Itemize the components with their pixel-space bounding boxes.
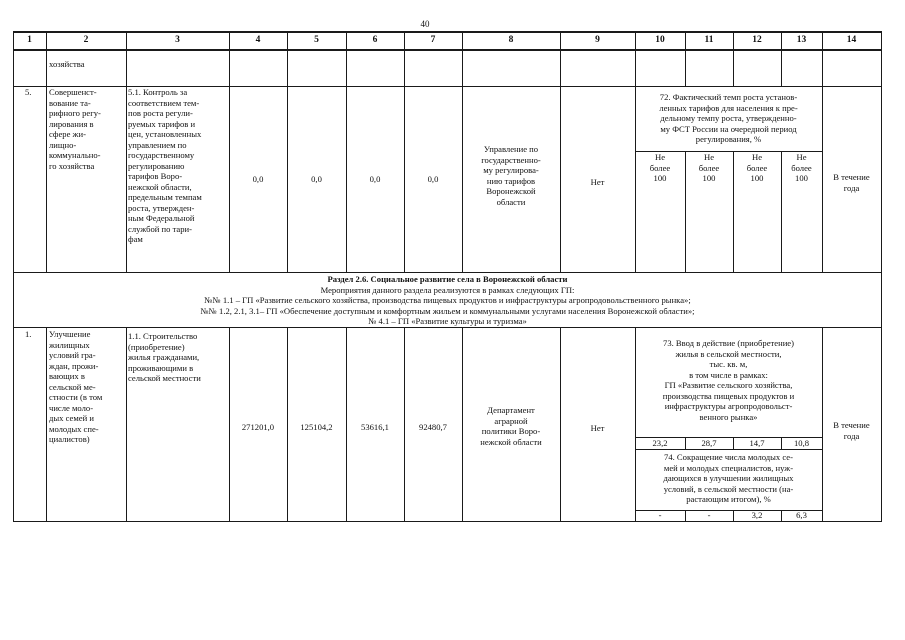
sub-line <box>635 449 822 450</box>
row1-task-line: вающих в <box>49 371 85 381</box>
row1-value74-13: 6,3 <box>796 510 807 520</box>
row1-value-4: 271201,0 <box>241 422 275 432</box>
row5-executor-line: Управление по <box>483 144 539 154</box>
row5-executor-line: области <box>496 196 526 207</box>
row5-col9: Нет <box>590 177 605 187</box>
row1-indicator73-line: жилья в сельской местности, <box>675 348 782 359</box>
row1-indicator73-line: производства пищевых продуктов и <box>662 390 795 401</box>
row1-executor-line: нежской области <box>480 436 542 447</box>
row5-target-11: более <box>698 162 720 173</box>
row5-measure-line: регулированию <box>128 160 185 171</box>
col-line <box>404 49 405 272</box>
row1-col9: Нет <box>590 423 605 433</box>
row5-value-6: 0,0 <box>369 174 381 184</box>
row1-task-line: числе моло- <box>49 402 94 413</box>
row5-target-12: Не <box>751 152 763 162</box>
col-number-7: 7 <box>430 35 436 45</box>
row5-measure-line: тарифов Воро- <box>128 171 183 181</box>
col-line <box>881 49 882 272</box>
section-line: №№ 1.1 – ГП «Развитие сельского хозяйства, производства пищевых продуктов и инфраструктуры агропродовольственного рынка»; <box>204 295 691 305</box>
row1-value74-11: - <box>707 510 711 520</box>
section-line: № 4.1 – ГП «Развитие культуры и туризма» <box>368 316 527 326</box>
row5-target-10: более <box>649 162 671 173</box>
page-number: 40 <box>420 19 430 29</box>
col-line <box>560 49 561 272</box>
col-line <box>46 49 47 272</box>
col-number-1: 1 <box>27 35 32 45</box>
row5-measure-line: ным Федеральной <box>128 213 195 223</box>
row1-measure-line: проживающими в <box>128 362 194 373</box>
row1-executor-line: политики Воро- <box>481 426 541 436</box>
row5-task-line: лирования в <box>49 118 94 129</box>
row5-executor-line: государственно- <box>481 154 541 165</box>
row5-task-line: го хозяйства <box>49 160 95 171</box>
row5-measure-line: пов роста регули- <box>128 108 193 118</box>
row1-value-5: 125104,2 <box>300 422 333 432</box>
row1-task-line: дых семей и <box>49 413 94 423</box>
row5-target-13: 100 <box>795 173 808 183</box>
row1-task-line: циалистов) <box>49 434 90 444</box>
header-bottom-line <box>13 49 882 51</box>
row5-measure-line: нежской области, <box>128 181 192 192</box>
row1-indicator74-line: растающим итогом), % <box>686 494 771 504</box>
row1-term-line: В течение <box>833 420 870 430</box>
row5-task-line: рифного регу- <box>49 108 101 118</box>
col-line <box>733 49 734 86</box>
row1-indicator74-line: дающихся в улучшении жилищных <box>663 473 794 483</box>
row1-indicator73-line: тыс. кв. м, <box>709 359 748 369</box>
row5-indicator-line: му ФСТ России на очередной период <box>660 123 797 134</box>
header-sep <box>881 31 882 50</box>
row1-indicator73-line: в том числе в рамках: <box>689 369 768 380</box>
row1-executor-line: Департамент <box>487 405 535 415</box>
col-number-4: 4 <box>255 35 261 45</box>
row1-indicator73-line: инфраструктуры агропродовольст- <box>664 401 793 411</box>
row1-measure-line: (приобретение) <box>128 341 185 352</box>
col-line <box>287 49 288 272</box>
row1-indicator74-line: условий, в сельской местности (на- <box>663 483 794 494</box>
row5-measure-line: управлением по <box>128 139 187 150</box>
row5-indicator-line: 72. Фактический темп роста установ- <box>659 92 798 102</box>
row5-indicator-line: ленных тарифов для населения к пре- <box>659 102 798 113</box>
row1-term-line: года <box>843 430 860 441</box>
col-line <box>685 49 686 86</box>
row1-task-line: жилищных <box>49 339 90 350</box>
row1-task-line: сельской ме- <box>49 381 96 392</box>
col-number-11: 11 <box>704 35 714 45</box>
row1-value74-12: 3,2 <box>751 510 763 520</box>
col-number-6: 6 <box>372 35 378 45</box>
row5-measure-line: предельным темпам <box>128 192 202 202</box>
row5-measure-line: фам <box>128 234 143 244</box>
row1-value73-11: 28,7 <box>701 438 717 448</box>
row5-measure-line: цен, установленных <box>128 129 202 139</box>
row5-task-line: вование та- <box>49 97 91 108</box>
row1-number: 1. <box>25 329 32 339</box>
col-line <box>781 49 782 86</box>
row1-value73-13: 10,8 <box>793 438 810 448</box>
row5-target-11: 100 <box>702 173 716 183</box>
row1-task-line: условий гра- <box>49 350 96 360</box>
row1-value73-12: 14,7 <box>749 438 765 448</box>
row1-value74-10: - <box>658 510 662 520</box>
col-line <box>822 49 823 272</box>
row1-value-6: 53616,1 <box>361 422 389 432</box>
row5-target-12: более <box>746 162 768 173</box>
row5-target-10: 100 <box>653 173 667 183</box>
col-line <box>346 49 347 272</box>
row5-target-11: Не <box>703 152 715 162</box>
row5-target-13: более <box>791 162 812 173</box>
col-number-3: 3 <box>175 35 180 45</box>
row1-indicator74-line: мей и молодых специалистов, нуж- <box>663 462 794 473</box>
row1-task-line: ждан, прожи- <box>49 360 99 371</box>
col-line <box>13 49 14 272</box>
row5-measure-line: соответствием тем- <box>128 97 200 108</box>
row5-executor-line: му регулирова- <box>483 165 539 175</box>
row5-target-13: Не <box>796 152 807 162</box>
row5-task-line: лищно- <box>49 139 77 150</box>
row1-task-line: стности (в том <box>49 392 103 402</box>
row1-measure-line: 1.1. Строительство <box>128 331 198 341</box>
row1-indicator73-line: 73. Ввод в действие (приобретение) <box>663 338 794 348</box>
col-line <box>126 327 127 521</box>
row1-task-line: молодых спе- <box>49 423 99 434</box>
col-line <box>229 49 230 272</box>
row5-target-12: 100 <box>750 173 764 183</box>
section-line: №№ 1.2, 2.1, 3.1– ГП «Обеспечение доступным и комфортным жильем и коммунальными услугами населения Воронежской области»; <box>200 305 695 316</box>
row1-task-line: Улучшение <box>49 329 91 339</box>
row1-value-7: 92480,7 <box>419 422 447 432</box>
col-line <box>46 327 47 521</box>
header-top-line <box>13 31 882 33</box>
row5-indicator-line: регулирования, % <box>695 134 762 144</box>
prev-row-text: хозяйства <box>49 59 85 69</box>
row5-value-5: 0,0 <box>311 174 322 184</box>
row5-measure-line: роста, утвержден- <box>128 202 195 213</box>
col-number-14: 14 <box>846 35 857 45</box>
row5-target-10: Не <box>654 152 666 162</box>
row5-task-line: Совершенст- <box>49 87 97 97</box>
row1-executor-line: аграрной <box>494 415 528 426</box>
col-number-8: 8 <box>508 35 514 45</box>
row5-task-line: коммунально- <box>49 150 101 160</box>
col-number-9: 9 <box>595 35 600 45</box>
row1-indicator73-line: ГП «Развитие сельского хозяйства, <box>664 380 793 390</box>
row-line <box>13 272 882 273</box>
row5-value-4: 0,0 <box>252 174 264 184</box>
row-line <box>13 327 882 328</box>
row1-indicator74-line: 74. Сокращение числа молодых се- <box>664 452 793 462</box>
row-line <box>13 521 882 522</box>
row5-measure-line: 5.1. Контроль за <box>128 87 188 97</box>
row5-task-line: сфере жи- <box>49 129 86 139</box>
col-line <box>126 49 127 272</box>
col-number-13: 13 <box>796 35 807 45</box>
row1-indicator73-line: венного рынка» <box>699 411 758 422</box>
col-number-12: 12 <box>752 35 762 45</box>
row1-value73-10: 23,2 <box>652 438 668 448</box>
col-number-10: 10 <box>655 35 665 45</box>
section-line: Мероприятия данного раздела реализуются в рамках следующих ГП: <box>320 284 575 295</box>
row5-executor-line: нию тарифов <box>486 175 536 186</box>
row1-measure-line: сельской местности <box>128 373 201 383</box>
row5-number: 5. <box>25 87 32 97</box>
row5-executor-line: Воронежской <box>486 186 536 196</box>
row5-measure-line: государственному <box>128 150 195 160</box>
row5-measure-line: службой по тари- <box>128 223 193 234</box>
row5-indicator-line: дельному темпу роста, утвержденно- <box>660 113 797 123</box>
row5-term-line: года <box>843 182 860 193</box>
row1-measure-line: жилья гражданами, <box>128 352 200 362</box>
col-number-2: 2 <box>83 35 89 45</box>
row5-measure-line: руемых тарифов и <box>128 118 196 129</box>
col-number-5: 5 <box>314 35 319 45</box>
row5-value-7: 0,0 <box>427 174 439 184</box>
section-title: Раздел 2.6. Социальное развитие села в Воронежской области <box>327 274 568 284</box>
row5-term-line: В течение <box>833 172 870 182</box>
